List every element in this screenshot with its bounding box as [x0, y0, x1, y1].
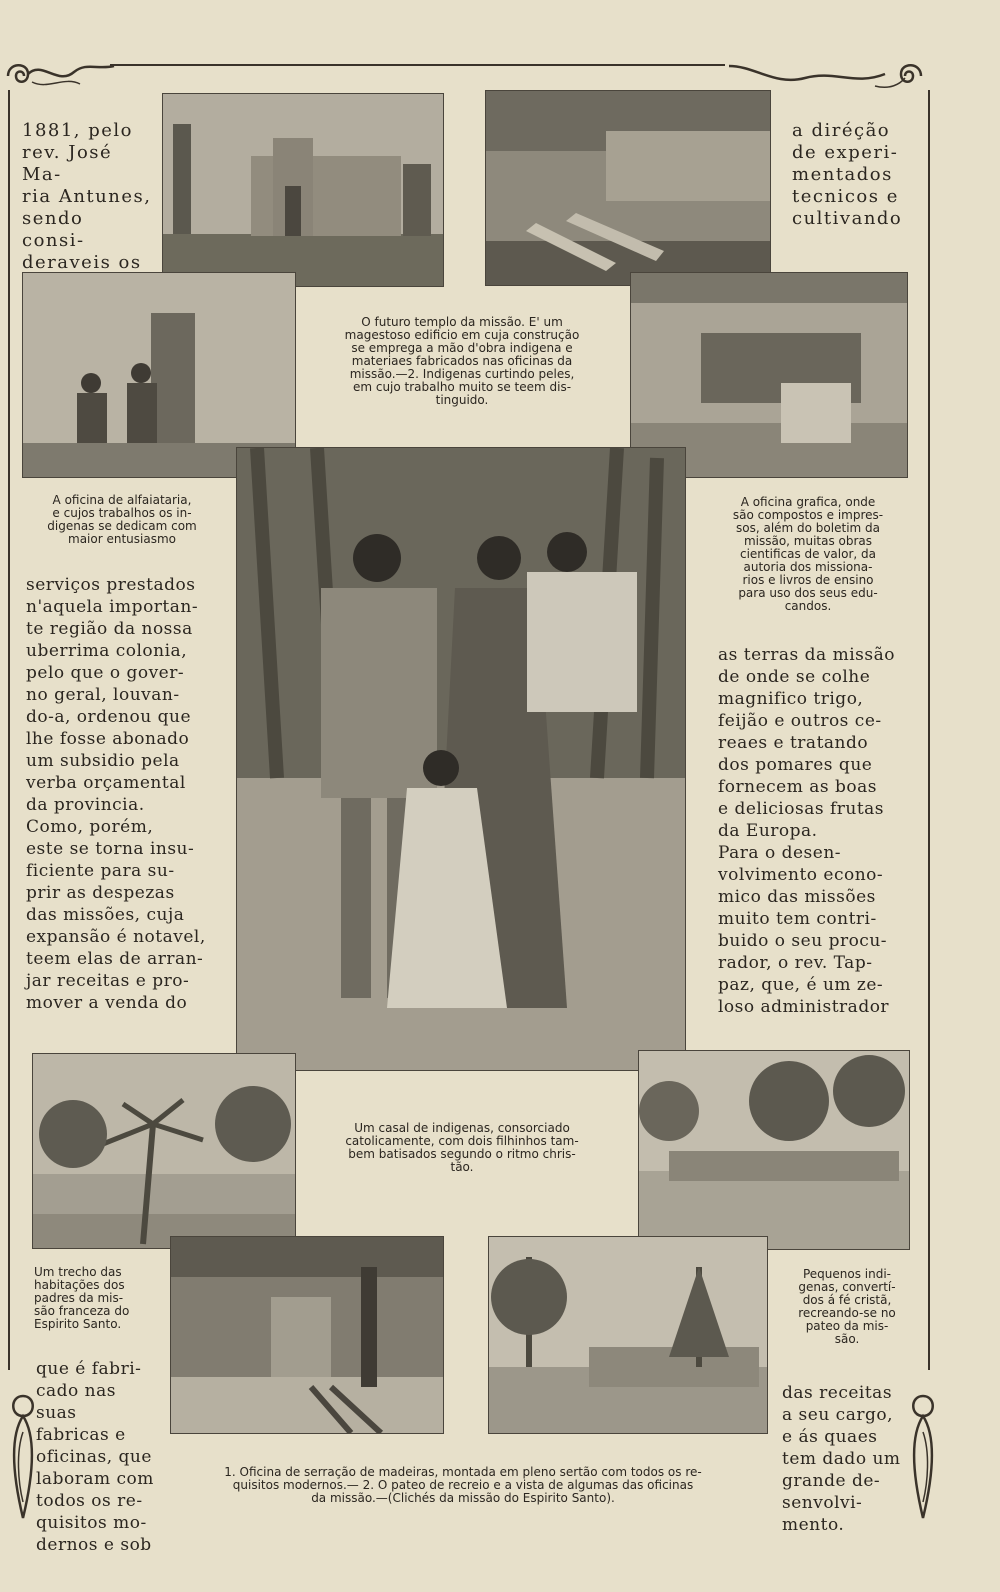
caption-mission-housing: Um trecho das habitações dos padres da mis- são franceza do Espirito Santo.	[34, 1265, 130, 1331]
caption-graphic-workshop: A oficina grafica, onde são compostos e impres- sos, além do boletim da missão, muitas obras cientificas de valor, da autoria dos missiona- rios e livros de ensino para uso dos seus edu- candos.	[732, 495, 884, 613]
top-left-scroll-ornament	[2, 56, 122, 96]
bottom-left-ornament	[6, 1392, 40, 1522]
caption-temple: O futuro templo da missão. E' um magestoso edificio em cuja construção se emprega a mão d'obra indigena e materiaes fabricados nas oficinas da missão.—2. Indigenas curtindo peles, em cujo trabalho muito se teem dis- tinguido.	[344, 315, 580, 407]
text-top-left: 1881, pelo rev. José Ma- ria Antunes, sendo consi- deraveis os	[22, 120, 152, 273]
text-bottom-right: das receitas a seu cargo, e ás quaes tem dado um grande de- senvolvi- mento.	[782, 1383, 901, 1535]
couple-portrait-photo	[236, 447, 686, 1071]
caption-couple: Um casal de indigenas, consorciado catolicamente, com dois filhinhos tam- bem batisados segundo o ritmo chris- tão.	[345, 1121, 579, 1174]
text-top-right: a diréção de experi- mentados tecnicos e cultivando	[792, 120, 903, 229]
frame-top-rule	[110, 64, 725, 66]
tanning-photo	[485, 90, 771, 286]
frame-left-rule	[8, 90, 10, 1370]
text-mid-left: serviços prestados n'aquela importan- te região da nossa uberrima colonia, pelo que o gover- no geral, louvan- do-a, ordenou que lhe fosse abonado um subsidio pela verba orçamental da provincia. Como, porém, este se torna insu- ficiente para su- prir as despezas das missões, cuja expansão é notavel, teem elas de arran- jar receitas e pro- mover a venda do	[26, 575, 206, 1013]
mission-housing-photo	[32, 1053, 296, 1249]
caption-tailor-shop: A oficina de alfaiataria, e cujos trabalhos os in- digenas se dedicam com maior entusiasmo	[47, 493, 197, 546]
caption-children: Pequenos indi- genas, convertí- dos á fé cristã, recreando-se no pateo da mis- são.	[798, 1267, 896, 1346]
temple-photo	[162, 93, 444, 287]
text-bottom-left: que é fabri- cado nas suas fabricas e oficinas, que laboram com todos os re- quisitos mo- dernos e sob	[36, 1359, 154, 1555]
mission-yard-photo	[488, 1236, 768, 1434]
caption-sawmill-yard: 1. Oficina de serração de madeiras, montada em pleno sertão com todos os re- quisitos modernos.— 2. O pateo de recreio e a vista de algumas das oficinas da missão.—(Clichés da missão do Espirito Santo).	[224, 1465, 702, 1505]
sawmill-photo	[170, 1236, 444, 1434]
frame-right-rule	[928, 90, 930, 1370]
text-mid-right: as terras da missão de onde se colhe magnifico trigo, feijão e outros ce- reaes e tratando dos pomares que fornecem as boas e deliciosas frutas da Europa. Para o desen- volvimento econo- mico das missões muito tem contri- buido o seu procu- rador, o rev. Tap- paz, que, é um ze- loso administrador	[718, 645, 895, 1017]
playground-photo	[638, 1050, 910, 1250]
